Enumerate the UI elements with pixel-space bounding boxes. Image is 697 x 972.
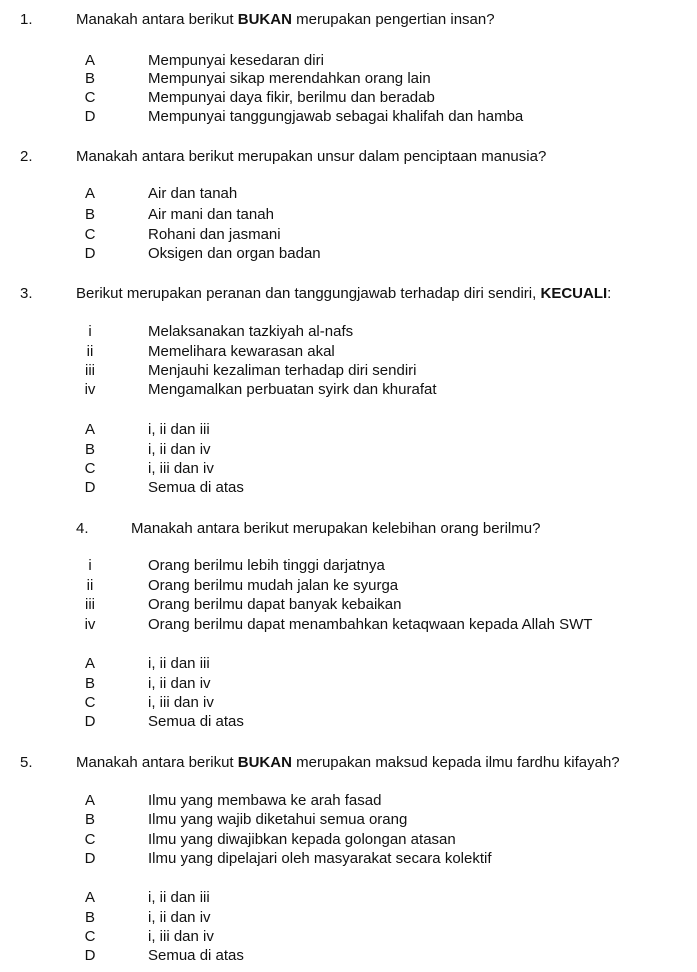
question-text: Manakah antara berikut BUKAN merupakan maksud kepada ilmu fardhu kifayah?: [76, 754, 620, 771]
statement-label: C: [84, 831, 96, 848]
statement-text: Ilmu yang diwajibkan kepada golongan atasan: [148, 831, 456, 848]
statement-label: B: [84, 811, 95, 828]
option-text: Mempunyai tanggungjawab sebagai khalifah dan hamba: [148, 108, 524, 125]
option-label: C: [84, 226, 96, 243]
option-text: i, ii dan iii: [148, 421, 210, 438]
option-label: B: [84, 441, 95, 458]
option-text: Semua di atas: [148, 947, 244, 964]
option-label: A: [84, 421, 95, 438]
option-label: A: [84, 52, 95, 69]
option-label: C: [84, 694, 96, 711]
statement-label: ii: [86, 577, 94, 594]
statement-text: Orang berilmu dapat banyak kebaikan: [148, 596, 402, 613]
question-number: 4.: [76, 520, 89, 537]
option-label: C: [84, 928, 96, 945]
option-label: A: [84, 889, 95, 906]
option-label: B: [84, 70, 95, 87]
option-text: Rohani dan jasmani: [148, 226, 281, 243]
statement-label: A: [84, 792, 95, 809]
statement-text: Melaksanakan tazkiyah al-nafs: [148, 323, 354, 340]
statement-text: Orang berilmu lebih tinggi darjatnya: [148, 557, 385, 574]
option-label: B: [84, 909, 95, 926]
statement-text: Orang berilmu dapat menambahkan ketaqwaan kepada Allah SWT: [148, 616, 593, 633]
option-label: D: [84, 108, 96, 125]
statement-text: Ilmu yang wajib diketahui semua orang: [148, 811, 408, 828]
question-text: Berikut merupakan peranan dan tanggungjawab terhadap diri sendiri, KECUALI:: [76, 285, 612, 302]
option-text: Semua di atas: [148, 713, 244, 730]
statement-text: Ilmu yang dipelajari oleh masyarakat secara kolektif: [148, 850, 492, 867]
option-label: A: [84, 655, 95, 672]
question-number: 3.: [20, 285, 33, 302]
statement-text: Memelihara kewarasan akal: [148, 343, 335, 360]
option-text: Semua di atas: [148, 479, 244, 496]
option-text: i, ii dan iv: [148, 909, 211, 926]
option-text: i, iii dan iv: [148, 694, 214, 711]
statement-label: iv: [84, 616, 96, 633]
option-text: i, ii dan iv: [148, 441, 211, 458]
statement-text: Menjauhi kezaliman terhadap diri sendiri: [148, 362, 417, 379]
option-text: Mempunyai sikap merendahkan orang lain: [148, 70, 431, 87]
option-label: C: [84, 89, 96, 106]
question-text: Manakah antara berikut BUKAN merupakan pengertian insan?: [76, 11, 495, 28]
statement-text: Ilmu yang membawa ke arah fasad: [148, 792, 382, 809]
option-text: Mempunyai daya fikir, berilmu dan beradab: [148, 89, 435, 106]
option-label: B: [84, 206, 95, 223]
statement-label: D: [84, 850, 96, 867]
statement-label: i: [88, 323, 92, 340]
option-text: Oksigen dan organ badan: [148, 245, 321, 262]
statement-label: i: [88, 557, 92, 574]
option-label: D: [84, 713, 96, 730]
option-label: D: [84, 947, 96, 964]
option-label: B: [84, 675, 95, 692]
option-text: Mempunyai kesedaran diri: [148, 52, 324, 69]
option-text: i, ii dan iii: [148, 889, 210, 906]
statement-text: Mengamalkan perbuatan syirk dan khurafat: [148, 381, 437, 398]
option-label: C: [84, 460, 96, 477]
question-text: Manakah antara berikut merupakan unsur dalam penciptaan manusia?: [76, 148, 547, 165]
question-number: 1.: [20, 11, 33, 28]
statement-label: ii: [86, 343, 94, 360]
option-text: i, iii dan iv: [148, 460, 214, 477]
statement-text: Orang berilmu mudah jalan ke syurga: [148, 577, 399, 594]
statement-label: iv: [84, 381, 96, 398]
option-text: i, ii dan iii: [148, 655, 210, 672]
option-text: i, ii dan iv: [148, 675, 211, 692]
option-label: D: [84, 245, 96, 262]
option-text: i, iii dan iv: [148, 928, 214, 945]
option-label: A: [84, 185, 95, 202]
option-label: D: [84, 479, 96, 496]
option-text: Air mani dan tanah: [148, 206, 274, 223]
option-text: Air dan tanah: [148, 185, 238, 202]
question-number: 2.: [20, 148, 33, 165]
question-text: Manakah antara berikut merupakan kelebihan orang berilmu?: [131, 520, 541, 537]
question-number: 5.: [20, 754, 33, 771]
statement-label: iii: [85, 362, 95, 379]
statement-label: iii: [85, 596, 95, 613]
